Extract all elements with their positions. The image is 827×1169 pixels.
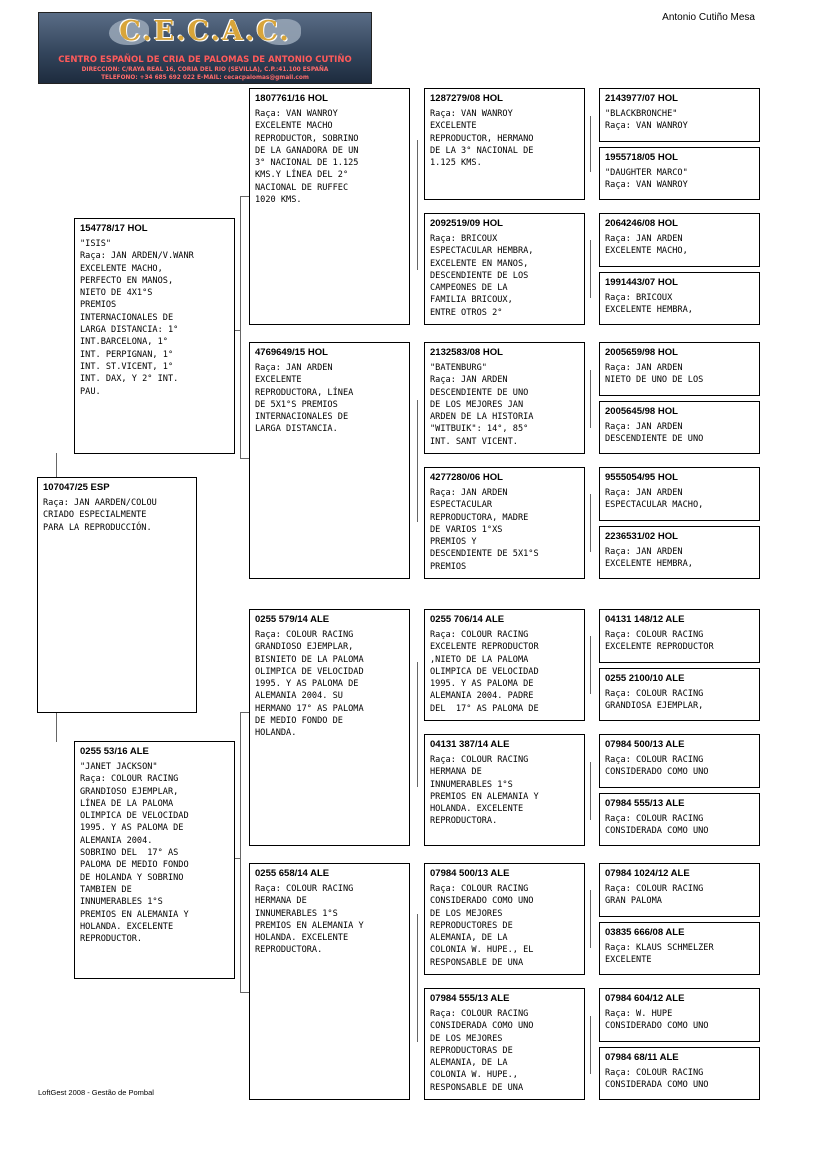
pigeon-description: Raça: JAN ARDEN EXCELENTE REPRODUCTORA, LÍNEA DE 5X1°S PREMIOS INTERNACIONALES DE LARGA DISTANCIA. (255, 363, 354, 435)
pedigree-card-gen5[interactable] (599, 213, 760, 267)
pigeon-description: Raça: COLOUR RACING EXCELENTE REPRODUCTOR ,NIETO DE LA PALOMA OLIMPICA DE VELOCIDAD 1995. Y AS PALOMA DE ALEMANIA 2004. PADRE DEL 17° AS PALOMA DE (430, 630, 539, 714)
pedigree-card-gen5[interactable] (599, 526, 760, 579)
pedigree-card-dam[interactable] (74, 741, 235, 979)
ring-number: 04131 387/14 ALE (430, 739, 510, 750)
pigeon-description: Raça: JAN ARDEN DESCENDIENTE DE UNO (605, 422, 704, 445)
pigeon-description: "DAUGHTER MARCO" Raça: VAN WANROY (605, 168, 688, 191)
connector-line (590, 240, 591, 298)
pedigree-card-gen4[interactable] (424, 609, 585, 721)
ring-number: 2092519/09 HOL (430, 218, 503, 229)
cecac-logo (38, 12, 372, 84)
ring-number: 07984 68/11 ALE (605, 1052, 679, 1063)
ring-number: 0255 658/14 ALE (255, 868, 330, 879)
connector-line (240, 992, 249, 993)
pedigree-card-gen4[interactable] (424, 734, 585, 846)
pigeon-description: Raça: JAN ARDEN ESPECTACULAR MACHO, (605, 488, 704, 511)
pedigree-card-gen5[interactable] (599, 272, 760, 325)
ring-number: 4769649/15 HOL (255, 347, 328, 358)
connector-line (240, 196, 249, 197)
pedigree-card-gen5[interactable] (599, 668, 760, 721)
pedigree-card-subject[interactable] (37, 477, 197, 713)
pedigree-card-gen5[interactable] (599, 988, 760, 1042)
owner-name: Antonio Cutiño Mesa (662, 12, 755, 23)
pigeon-description: Raça: JAN ARDEN ESPECTACULAR REPRODUCTORA, MADRE DE VARIOS 1°XS PREMIOS Y DESCENDIENTE DE 5X1°S PREMIOS (430, 488, 539, 572)
pedigree-card-gen3[interactable] (249, 609, 410, 846)
pigeon-description: Raça: W. HUPE CONSIDERADO COMO UNO (605, 1009, 709, 1032)
pigeon-description: Raça: COLOUR RACING GRANDIOSA EJEMPLAR, (605, 689, 704, 712)
pedigree-card-gen4[interactable] (424, 467, 585, 579)
pedigree-card-gen5[interactable] (599, 88, 760, 142)
ring-number: 0255 2100/10 ALE (605, 673, 685, 684)
connector-line (590, 1016, 591, 1074)
ring-number: 1287279/08 HOL (430, 93, 503, 104)
ring-number: 0255 579/14 ALE (255, 614, 330, 625)
pedigree-card-gen5[interactable] (599, 401, 760, 454)
ring-number: 1807761/16 HOL (255, 93, 328, 104)
pedigree-card-gen3[interactable] (249, 342, 410, 579)
ring-number: 07984 555/13 ALE (605, 798, 685, 809)
pigeon-description: Raça: JAN ARDEN NIETO DE UNO DE LOS (605, 363, 704, 386)
pedigree-card-gen4[interactable] (424, 88, 585, 200)
ring-number: 0255 53/16 ALE (80, 746, 149, 757)
pigeon-description: "BATENBURG" Raça: JAN ARDEN DESCENDIENTE DE UNO DE LOS MEJORES JAN ARDEN DE LA HISTORIA "WITBUIK": 14°, 85° INT. SANT VICENT. (430, 363, 534, 447)
pigeon-description: "ISIS" Raça: JAN ARDEN/V.WANR EXCELENTE MACHO, PERFECTO EN MANOS, NIETO DE 4X1°S PREMIOS INTERNACIONALES DE LARGA DISTANCIA: 1° INT.BARCELONA, 1° INT. PERPIGNAN, 1° INT. ST.VICENT, 1° INT. DAX, Y 2° INT. PAU. (80, 239, 194, 397)
pedigree-card-gen4[interactable] (424, 213, 585, 325)
pedigree-card-gen5[interactable] (599, 609, 760, 663)
pigeon-description: Raça: KLAUS SCHMELZER EXCELENTE (605, 943, 714, 966)
pigeon-description: "BLACKBRONCHE" Raça: VAN WANROY (605, 109, 688, 132)
pedigree-card-gen5[interactable] (599, 147, 760, 200)
ring-number: 03835 666/08 ALE (605, 927, 685, 938)
ring-number: 0255 706/14 ALE (430, 614, 505, 625)
connector-line (56, 453, 57, 477)
connector-line (590, 494, 591, 552)
logo-address: DIRECCION: C/RAYA REAL 16, CORIA DEL RIO (SEVILLA), C.P.:41.100 ESPAÑA (81, 67, 329, 73)
connector-line (590, 762, 591, 820)
connector-line (234, 858, 241, 859)
ring-number: 2064246/08 HOL (605, 218, 678, 229)
connector-line (417, 662, 418, 787)
connector-line (590, 890, 591, 948)
pedigree-card-gen5[interactable] (599, 734, 760, 788)
logo-title: C.E.C.A.C. (119, 16, 291, 47)
pigeon-description: Raça: JAN ARDEN EXCELENTE MACHO, (605, 234, 688, 257)
pedigree-card-gen5[interactable] (599, 863, 760, 917)
connector-line (417, 914, 418, 1042)
ring-number: 07984 1024/12 ALE (605, 868, 690, 879)
connector-line (240, 458, 249, 459)
ring-number: 2005659/98 HOL (605, 347, 678, 358)
ring-number: 154778/17 HOL (80, 223, 148, 234)
connector-line (234, 330, 241, 331)
pigeon-description: Raça: COLOUR RACING CONSIDERADA COMO UNO DE LOS MEJORES REPRODUCTORAS DE ALEMANIA, DE LA COLONIA W. HUPE., RESPONSABLE DE UNA (430, 1009, 534, 1093)
pedigree-card-gen5[interactable] (599, 793, 760, 846)
connector-line (417, 140, 418, 270)
ring-number: 2005645/98 HOL (605, 406, 678, 417)
ring-number: 04131 148/12 ALE (605, 614, 685, 625)
ring-number: 107047/25 ESP (43, 482, 110, 493)
pigeon-description: Raça: COLOUR RACING GRANDIOSO EJEMPLAR, BISNIETO DE LA PALOMA OLIMPICA DE VELOCIDAD 1995. Y AS PALOMA DE ALEMANIA 2004. SU HERMANO 17° AS PALOMA DE MEDIO FONDO DE HOLANDA. (255, 630, 364, 739)
connector-line (240, 712, 249, 713)
pedigree-card-gen5[interactable] (599, 922, 760, 975)
pedigree-card-gen5[interactable] (599, 467, 760, 521)
pigeon-description: Raça: VAN WANROY EXCELENTE REPRODUCTOR, HERMANO DE LA 3° NACIONAL DE 1.125 KMS. (430, 109, 534, 169)
connector-line (240, 196, 241, 458)
pigeon-description: Raça: COLOUR RACING CONSIDERADO COMO UNO DE LOS MEJORES REPRODUCTORES DE ALEMANIA, DE LA COLONIA W. HUPE., EL RESPONSABLE DE UNA (430, 884, 534, 968)
pigeon-description: Raça: BRICOUX ESPECTACULAR HEMBRA, EXCELENTE EN MANOS, DESCENDIENTE DE LOS CAMPEONES DE LA FAMILIA BRICOUX, ENTRE OTROS 2° (430, 234, 534, 318)
pigeon-description: Raça: COLOUR RACING CONSIDERADA COMO UNO (605, 814, 709, 837)
ring-number: 2236531/02 HOL (605, 531, 678, 542)
pigeon-description: Raça: COLOUR RACING HERMANA DE INNUMERABLES 1°S PREMIOS EN ALEMANIA Y HOLANDA. EXCELENTE REPRODUCTORA. (430, 755, 539, 827)
connector-line (240, 712, 241, 992)
pedigree-card-gen3[interactable] (249, 88, 410, 325)
pigeon-description: Raça: VAN WANROY EXCELENTE MACHO REPRODUCTOR, SOBRINO DE LA GANADORA DE UN 3° NACIONAL DE 1.125 KMS.Y LÍNEA DEL 2° NACIONAL DE RUFFEC 1020 KMS. (255, 109, 359, 206)
pedigree-card-gen4[interactable] (424, 863, 585, 975)
pigeon-description: Raça: JAN ARDEN EXCELENTE HEMBRA, (605, 547, 693, 570)
ring-number: 2143977/07 HOL (605, 93, 678, 104)
ring-number: 07984 604/12 ALE (605, 993, 685, 1004)
logo-subtitle: CENTRO ESPAÑOL DE CRIA DE PALOMAS DE ANTONIO CUTIÑO (58, 55, 352, 65)
pigeon-description: "JANET JACKSON" Raça: COLOUR RACING GRANDIOSO EJEMPLAR, LÍNEA DE LA PALOMA OLIMPICA DE VELOCIDAD 1995. Y AS PALOMA DE ALEMANIA 2004. SOBRINO DEL 17° AS PALOMA DE MEDIO FONDO DE HOLANDA Y SOBRINO TAMBIEN DE INNUMERABLES 1°S PREMIOS EN ALEMANIA Y HOLANDA. EXCELENTE REPRODUCTOR. (80, 762, 189, 945)
pedigree-card-sire[interactable] (74, 218, 235, 454)
ring-number: 4277280/06 HOL (430, 472, 503, 483)
connector-line (56, 712, 57, 742)
ring-number: 1991443/07 HOL (605, 277, 678, 288)
connector-line (590, 636, 591, 694)
pedigree-card-gen4[interactable] (424, 342, 585, 454)
logo-contact: TELEFONO: +34 685 692 022 E-MAIL: cecacpalomas@gmail.com (101, 75, 309, 81)
ring-number: 07984 500/13 ALE (605, 739, 685, 750)
pedigree-card-gen5[interactable] (599, 342, 760, 396)
pedigree-card-gen4[interactable] (424, 988, 585, 1100)
pigeon-description: Raça: COLOUR RACING EXCELENTE REPRODUCTOR (605, 630, 714, 653)
ring-number: 07984 500/13 ALE (430, 868, 510, 879)
pigeon-description: Raça: COLOUR RACING GRAN PALOMA (605, 884, 704, 907)
pigeon-description: Raça: COLOUR RACING HERMANA DE INNUMERABLES 1°S PREMIOS EN ALEMANIA Y HOLANDA. EXCELENTE REPRODUCTORA. (255, 884, 364, 956)
ring-number: 2132583/08 HOL (430, 347, 503, 358)
ring-number: 1955718/05 HOL (605, 152, 678, 163)
connector-line (417, 400, 418, 522)
ring-number: 07984 555/13 ALE (430, 993, 510, 1004)
ring-number: 9555054/95 HOL (605, 472, 678, 483)
pedigree-card-gen3[interactable] (249, 863, 410, 1100)
pedigree-card-gen5[interactable] (599, 1047, 760, 1100)
pigeon-description: Raça: COLOUR RACING CONSIDERADA COMO UNO (605, 1068, 709, 1091)
pigeon-description: Raça: JAN AARDEN/COLOU CRIADO ESPECIALMENTE PARA LA REPRODUCCIÓN. (43, 498, 157, 533)
pigeon-description: Raça: BRICOUX EXCELENTE HEMBRA, (605, 293, 693, 316)
footer-software-credit: LoftGest 2008 - Gestão de Pombal (38, 1088, 154, 1097)
connector-line (590, 370, 591, 428)
pigeon-description: Raça: COLOUR RACING CONSIDERADO COMO UNO (605, 755, 709, 778)
connector-line (590, 116, 591, 172)
